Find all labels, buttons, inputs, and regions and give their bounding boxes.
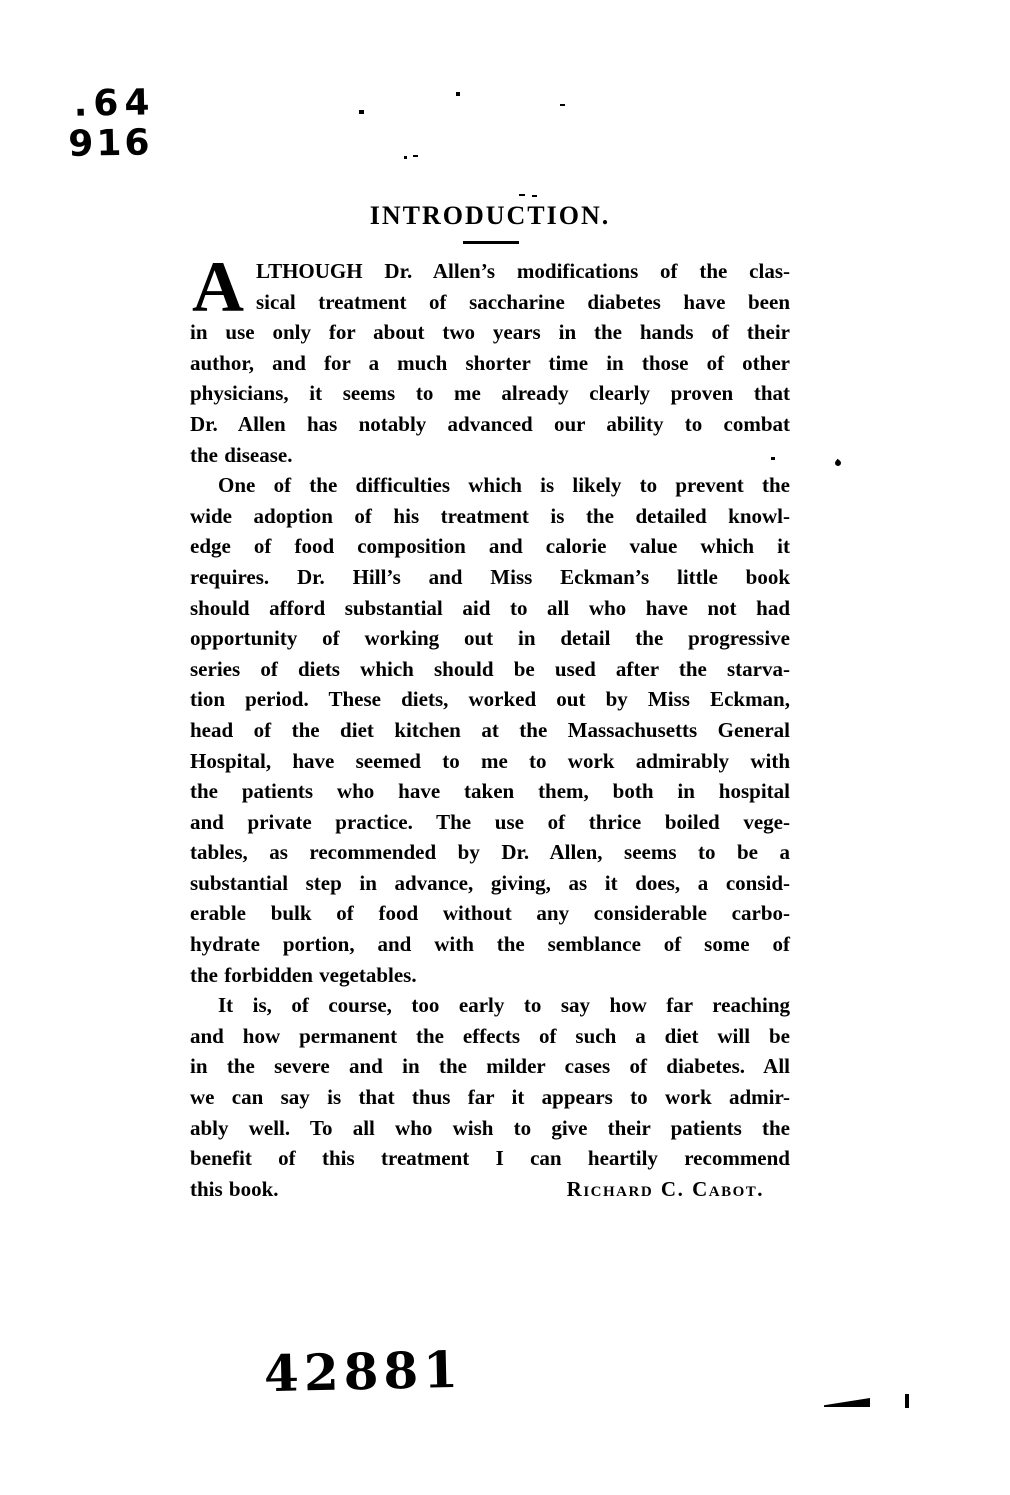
text-line: requires. Dr. Hill’s and Miss Eckman’s little book — [190, 564, 790, 589]
text-line: tables, as recommended by Dr. Allen, seems to be a — [190, 840, 790, 865]
text-line: benefit of this treatment I can heartily recommend — [190, 1146, 790, 1171]
author-signature: Richard C. Cabot. — [566, 1176, 764, 1201]
text-line: and how permanent the effects of such a diet will be — [190, 1023, 790, 1048]
text-line: sical treatment of saccharine diabetes have been — [256, 289, 790, 314]
text-line: Hospital, have seemed to me to work admirably with — [190, 748, 790, 773]
scan-speck — [771, 457, 775, 460]
text-line: LTHOUGH Dr. Allen’s modifications of the clas- — [256, 259, 790, 283]
text-line: physicians, it seems to me already clearly proven that — [190, 381, 790, 406]
page-title: INTRODUCTION. — [369, 201, 611, 230]
body-text — [190, 247, 790, 1204]
paragraph — [190, 470, 790, 990]
paragraph — [190, 247, 790, 470]
text-line: opportunity of working out in detail the progressive — [190, 626, 790, 651]
text-line: and private practice. The use of thrice boiled vege- — [190, 809, 790, 834]
text-line: in the severe and in the milder cases of diabetes. All — [190, 1054, 790, 1079]
text-line: edge of food composition and calorie value which it — [190, 534, 790, 559]
text-line: in use only for about two years in the hands of their — [190, 320, 790, 345]
handwritten-call-number — [67, 82, 156, 165]
text-line: the disease. — [190, 442, 293, 467]
text-line: author, and for a much shorter time in those of other — [190, 350, 790, 375]
accession-number-stamp: 42881 — [263, 1339, 464, 1404]
text-line: we can say is that thus far it appears to work admir- — [190, 1085, 790, 1110]
title-rule — [463, 241, 519, 244]
text-line: It is, of course, too early to say how far reaching — [218, 993, 790, 1018]
scan-speck — [834, 459, 842, 467]
text-line: series of diets which should be used after the starva- — [190, 656, 790, 681]
scan-speck — [413, 155, 418, 157]
ink-mark-wedge — [824, 1398, 870, 1407]
text-line: should afford substantial aid to all who have not had — [190, 595, 790, 620]
scan-speck — [532, 195, 537, 197]
scan-speck — [519, 194, 525, 196]
text-line: Dr. Allen has notably advanced our ability to combat — [190, 411, 790, 436]
call-number-line: 916 — [67, 122, 153, 165]
ink-mark-tick — [905, 1394, 909, 1408]
scan-speck — [359, 110, 364, 114]
text-line: the forbidden vegetables. — [190, 962, 417, 987]
text-line: head of the diet kitchen at the Massachusetts General — [190, 717, 790, 742]
call-number-line: .64 — [73, 82, 156, 125]
drop-cap: A — [192, 247, 244, 327]
text-line: the patients who have taken them, both in hospital — [190, 779, 790, 804]
scan-speck — [404, 156, 407, 159]
text-line: substantial step in advance, giving, as it does, a consid- — [190, 870, 790, 895]
text-line: this book. Richard C. Cabot. — [190, 1174, 790, 1205]
text-line: tion period. These diets, worked out by Miss Eckman, — [190, 687, 790, 712]
text-line: hydrate portion, and with the semblance of some of — [190, 932, 790, 957]
scan-speck — [456, 92, 460, 96]
scan-speck — [560, 104, 565, 106]
text-line: erable bulk of food without any considerable carbo- — [190, 901, 790, 926]
paragraph — [190, 990, 790, 1204]
text-line: wide adoption of his treatment is the detailed knowl- — [190, 503, 790, 528]
text-line: ably well. To all who wish to give their patients the — [190, 1115, 790, 1140]
text-line: One of the difficulties which is likely to prevent the — [218, 473, 790, 498]
